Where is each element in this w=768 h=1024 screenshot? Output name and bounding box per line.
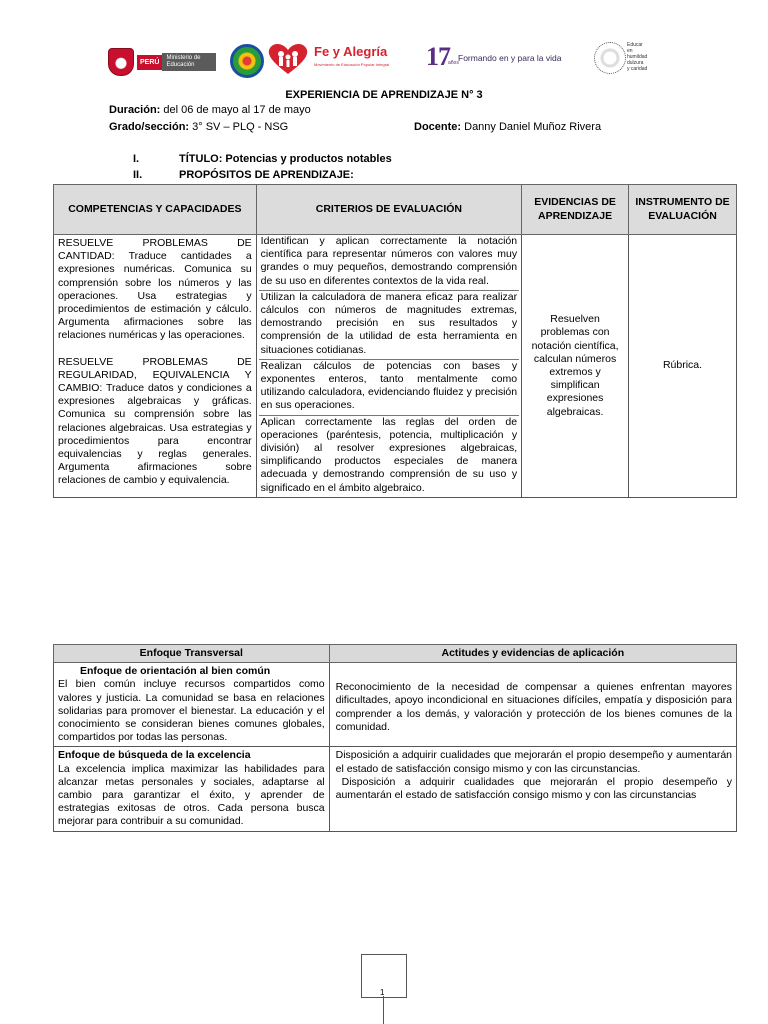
header-criterios: CRITERIOS DE EVALUACIÓN bbox=[256, 185, 521, 235]
header-instrumento: INSTRUMENTO DE EVALUACIÓN bbox=[629, 185, 737, 235]
minedu-logo bbox=[108, 48, 216, 76]
instrumento-cell: Rúbrica. bbox=[629, 235, 737, 498]
evidencia-cell: Resuelven problemas con notación científica, calculan números extremos y simplifican expresiones algebraicas. bbox=[522, 235, 629, 498]
docente-line bbox=[414, 121, 601, 133]
school-emblem-icon bbox=[230, 44, 264, 78]
section-2-title: PROPÓSITOS DE APRENDIZAJE: bbox=[179, 169, 354, 181]
docente-label: Docente: bbox=[414, 121, 462, 133]
table-header-row bbox=[54, 185, 737, 235]
header-actitudes: Actitudes y evidencias de aplicación bbox=[329, 645, 736, 663]
peru-label: PERÚ bbox=[137, 55, 162, 70]
actitud-text: Disposición a adquirir cualidades que mejorarán el propio desempeño y aumentarán el estado de satisfacción consigo mismo y con las circunstancias. bbox=[335, 749, 732, 775]
criterio-item: Identifican y aplican correctamente la notación científica para representar números con valores muy grandes o muy pequeños, demostrando comprensión de su uso en diferentes contextos de la vida real. bbox=[259, 235, 519, 291]
enfoque-bien-comun-cell bbox=[54, 663, 330, 747]
grado-label: Grado/sección: bbox=[109, 121, 190, 133]
actitud-cell: Reconocimiento de la necesidad de compensar a quienes enfrentan mayores dificultades, apoyo incondicional en situaciones difíciles, empatía y disposición para comprender a los demás, y valoración y protección de los bienes comunes de la comunidad. bbox=[329, 663, 736, 747]
fya-title: Fe y Alegría bbox=[314, 44, 388, 59]
page-number-line bbox=[383, 996, 384, 1024]
grado-line bbox=[109, 121, 288, 133]
anniversary-number: 17 bbox=[426, 42, 450, 71]
seal-motto: Educar en humildad dulzura y caridad bbox=[627, 42, 648, 72]
enfoques-table bbox=[53, 644, 737, 832]
enfoque-title: Enfoque de búsqueda de la excelencia bbox=[58, 749, 251, 762]
section-1-title: TÍTULO: Potencias y productos notables bbox=[179, 153, 392, 165]
institution-seal-icon bbox=[594, 42, 626, 74]
criterio-item: Realizan cálculos de potencias con bases y exponentes enteros, tanto mentalmente como utilizando calculadora, evidenciando fluidez y precisión en sus operaciones. bbox=[259, 360, 519, 416]
ministerio-label: Ministerio de Educación bbox=[162, 53, 216, 71]
header-evidencias: EVIDENCIAS DE APRENDIZAJE bbox=[522, 185, 629, 235]
enfoque-text: El bien común incluye recursos compartidos como valores y justicia. La comunidad se basa en relaciones solidarias para promover el bienestar. La educación y el conocimiento se consideran bienes comunes globales, compartidos por todas las personas. bbox=[58, 678, 325, 744]
duracion-label: Duración: bbox=[109, 104, 161, 116]
page-number: 1 bbox=[380, 988, 385, 997]
section-1-number: I. bbox=[133, 153, 140, 165]
table-header-row bbox=[54, 645, 737, 663]
docente-value: Danny Daniel Muñoz Rivera bbox=[464, 121, 602, 133]
table-row bbox=[54, 747, 737, 831]
competencia-cantidad: RESUELVE PROBLEMAS DE CANTIDAD: Traduce cantidades a expresiones numéricas. Comunica su comprensión sobre los números y las operaciones. Usa estrategias y procedimientos de estimación y cálculo. Argumenta afirmaciones sobre las relaciones numéricas y las operaciones. bbox=[58, 237, 252, 342]
propositos-table bbox=[53, 184, 737, 498]
competencias-cell bbox=[54, 235, 257, 498]
criterios-cell bbox=[256, 235, 521, 498]
actitud-text: Disposición a adquirir cualidades que mejorarán el propio desempeño y aumentarán el estado de satisfacción consigo mismo y con las circunstancias bbox=[335, 775, 732, 802]
enfoque-excelencia-cell bbox=[54, 747, 330, 831]
enfoque-title: Enfoque de orientación al bien común bbox=[80, 665, 271, 678]
formando-slogan: Formando en y para la vida bbox=[458, 53, 562, 63]
enfoque-text: La excelencia implica maximizar las habilidades para alcanzar metas personales y sociales, adaptarse al cambio para garantizar el éxito, y aprender de estrategias exitosas de otros. Cada persona busca mejorar para contribuir a su comunidad. bbox=[58, 762, 325, 828]
header-enfoque: Enfoque Transversal bbox=[54, 645, 330, 663]
fya-heart-icon bbox=[266, 42, 310, 76]
header-logos bbox=[108, 40, 668, 86]
duracion-line bbox=[109, 104, 311, 116]
header-competencias: COMPETENCIAS Y CAPACIDADES bbox=[54, 185, 257, 235]
duracion-value: del 06 de mayo al 17 de mayo bbox=[163, 104, 311, 116]
grado-value: 3° SV – PLQ - NSG bbox=[192, 121, 289, 133]
actitud-cell bbox=[329, 747, 736, 831]
fya-subtitle: Movimiento de Educación Popular Integral bbox=[314, 62, 390, 67]
anniversary-suffix: años bbox=[448, 60, 459, 66]
table-row bbox=[54, 663, 737, 747]
page-title: EXPERIENCIA DE APRENDIZAJE N° 3 bbox=[285, 89, 483, 101]
competencia-regularidad: RESUELVE PROBLEMAS DE REGULARIDAD, EQUIVALENCIA Y CAMBIO: Traduce datos y condiciones a expresiones algebraicas y gráficas. Comunica su comprensión sobre las relaciones algebraicas. Usa estrategias y procedimientos para encontrar equivalencias y reglas generales. Argumenta afirmaciones sobre relaciones de cambio y equivalencia. bbox=[58, 355, 252, 487]
section-2-number: II. bbox=[133, 169, 143, 181]
peru-shield-icon bbox=[108, 48, 134, 76]
criterio-item: Aplican correctamente las reglas del orden de operaciones (paréntesis, potencia, multiplicación y división) al resolver expresiones algebraicas, simplificando productos especiales de manera adecuada y demostrando comprensión de su uso y significado en el ámbito algebraico. bbox=[260, 415, 518, 494]
table-row bbox=[54, 235, 737, 498]
criterio-item: Utilizan la calculadora de manera eficaz para realizar cálculos con números de magnitudes extremas, demostrando precisión en sus resultados y comprensión de la utilidad de esta herramienta en situaciones cotidianas. bbox=[259, 291, 519, 360]
